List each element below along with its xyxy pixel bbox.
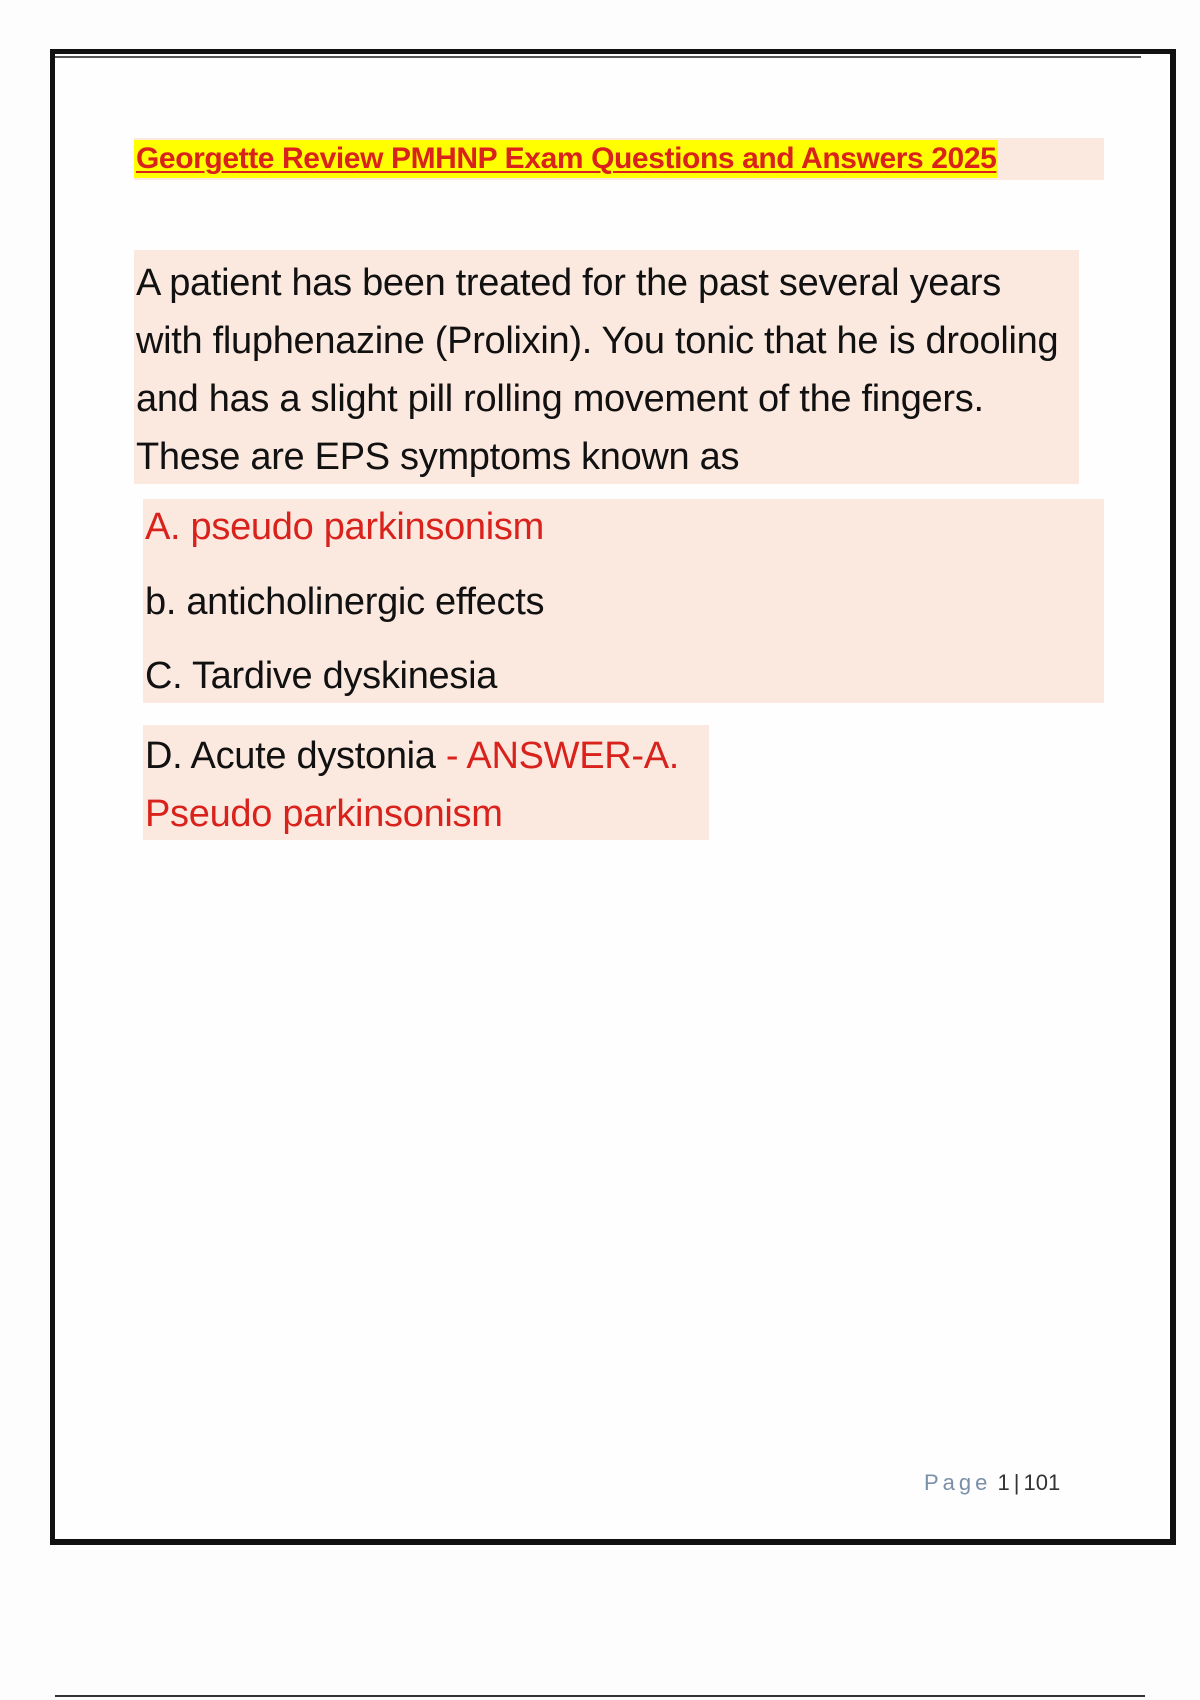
option-d: D. Acute dystonia <box>145 735 436 777</box>
total-pages: 101 <box>1023 1470 1061 1495</box>
option-c: C. Tardive dyskinesia <box>145 655 498 697</box>
answer-text: - ANSWER-A. Pseudo parkinsonism <box>145 735 680 835</box>
question-text: A patient has been treated for the past several years with fluphenazine (Prolixin). You tonic that he is drooling and has a slight pill rolling movement of the fingers. These are EPS symptoms known as <box>134 250 1079 484</box>
option-a: A. pseudo parkinsonism <box>145 506 544 548</box>
answer-block <box>143 725 709 840</box>
bottom-rule <box>55 1695 1145 1697</box>
page-separator: | <box>1013 1470 1020 1495</box>
option-b: b. anticholinergic effects <box>145 581 545 623</box>
top-rule <box>55 56 1141 58</box>
page-label: Page <box>924 1470 992 1495</box>
page-footer <box>924 1470 1060 1496</box>
page-number: 1 <box>997 1470 1010 1495</box>
document-title: Georgette Review PMHNP Exam Questions and Answers 2025 <box>134 140 998 178</box>
